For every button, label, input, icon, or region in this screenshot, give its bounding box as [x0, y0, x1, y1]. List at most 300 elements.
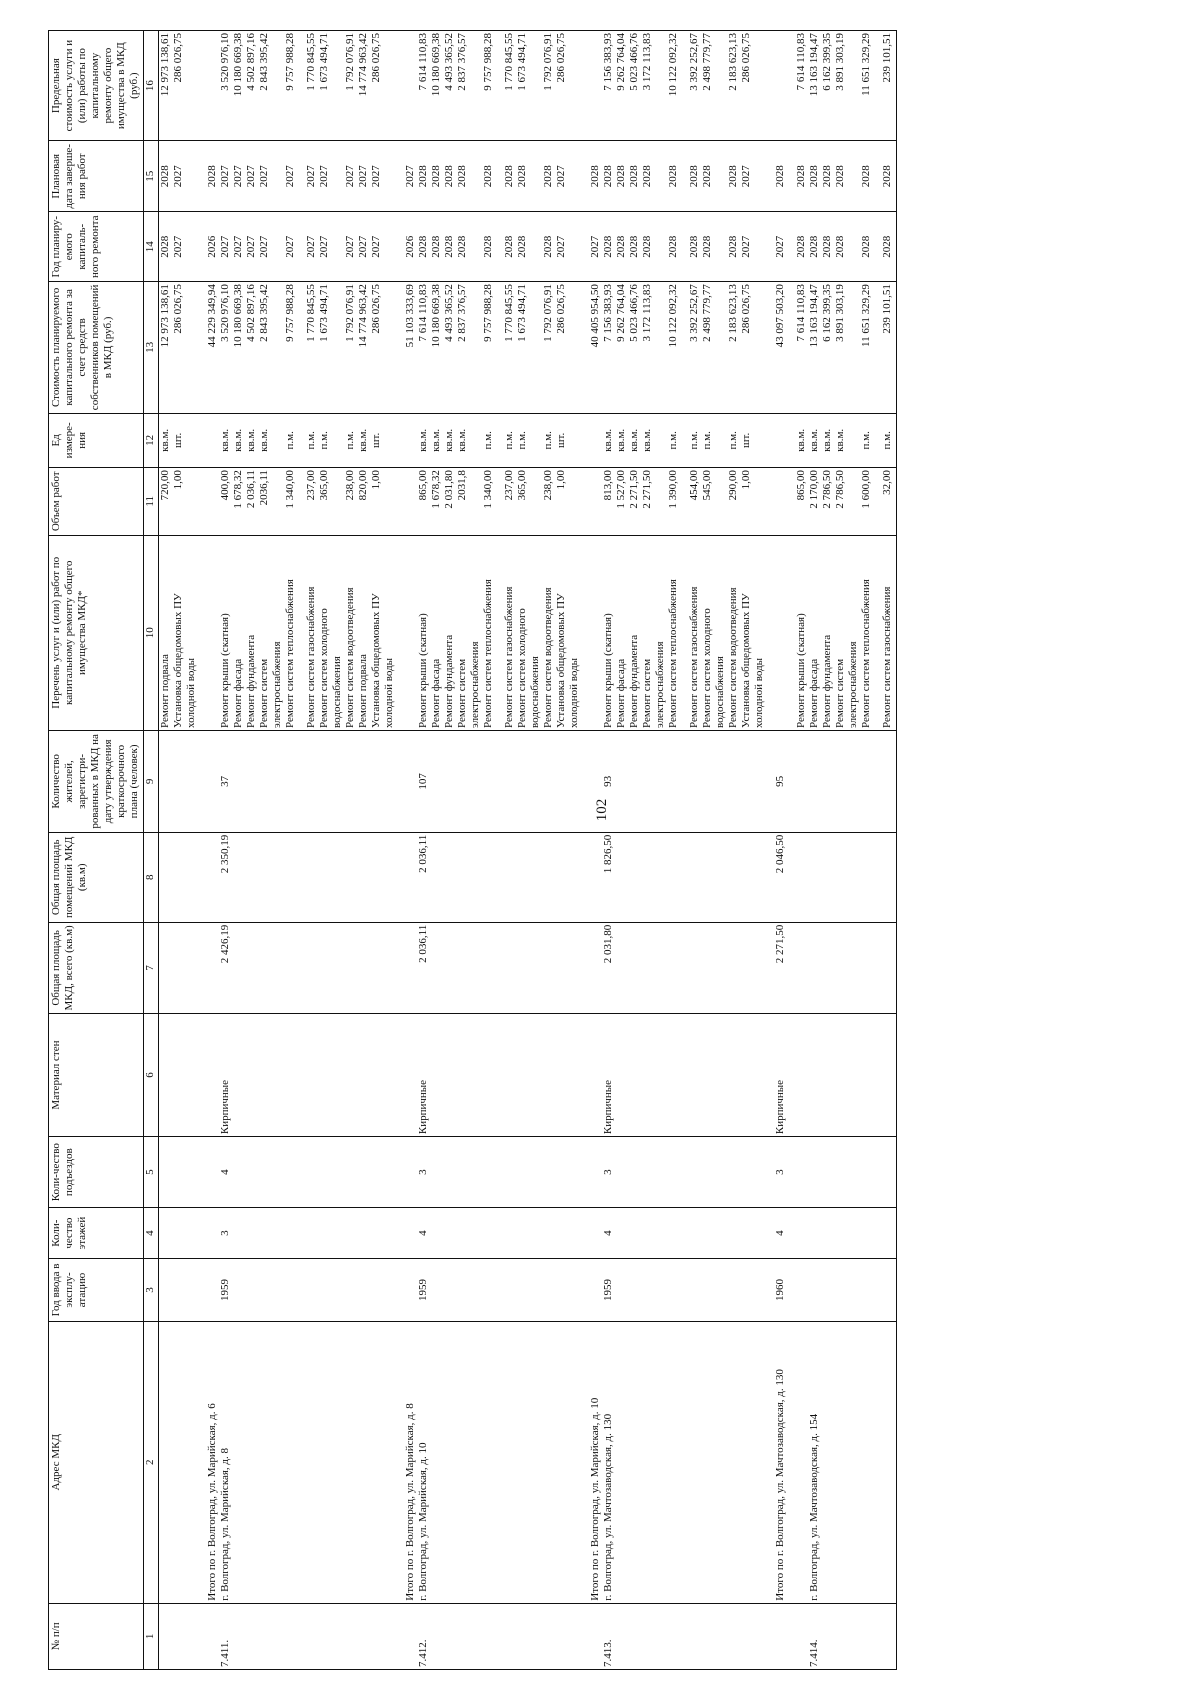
cell-c3 — [383, 1259, 396, 1322]
spacer-cell — [495, 468, 503, 536]
cell-c10: Ремонт крыши (скатная) — [795, 535, 808, 730]
cell-c1 — [516, 1603, 529, 1669]
table-row — [232, 31, 245, 1670]
cell-c1 — [667, 1603, 680, 1669]
spacer-cell — [297, 1321, 305, 1603]
cell-c7: 2 271,50 — [774, 922, 787, 1013]
cell-c1 — [404, 1603, 417, 1669]
cell-c6 — [529, 1013, 542, 1136]
cell-c8 — [542, 832, 555, 922]
cell-c12 — [847, 413, 860, 467]
spacer-cell — [680, 1603, 688, 1669]
cell-c7 — [529, 922, 542, 1013]
cell-c11: 2 031,80 — [443, 468, 456, 536]
col-number-15: 15 — [144, 141, 159, 212]
cell-c8 — [795, 832, 808, 922]
cell-c5: 3 — [602, 1137, 615, 1208]
cell-c7 — [305, 922, 318, 1013]
cell-c8: 1 826,50 — [602, 832, 615, 922]
cell-c7 — [555, 922, 568, 1013]
cell-c13: 40 405 954,50 — [589, 282, 602, 413]
cell-c6 — [430, 1013, 443, 1136]
spacer-cell — [495, 832, 503, 922]
border-cell — [894, 535, 897, 730]
cell-c9: 37 — [219, 730, 232, 832]
cell-c1 — [714, 1603, 727, 1669]
cell-c13: 3 891 303,19 — [834, 282, 847, 413]
spacer-cell — [297, 535, 305, 730]
cell-c5 — [688, 1137, 701, 1208]
cell-c16: 1 792 076,91 — [542, 31, 555, 141]
cell-c13: 1 792 076,91 — [344, 282, 357, 413]
spacer-cell — [680, 922, 688, 1013]
cell-c10: Ремонт систем холодного — [701, 535, 714, 730]
cell-c12: кв.м. — [821, 413, 834, 467]
cell-c7 — [727, 922, 740, 1013]
cell-c11: 865,00 — [795, 468, 808, 536]
cell-c16 — [589, 31, 602, 141]
table-row — [766, 31, 774, 1670]
cell-c1 — [258, 1603, 271, 1669]
spacer-cell — [581, 1137, 589, 1208]
cell-c14: 2027 — [245, 212, 258, 282]
cell-c3 — [654, 1259, 667, 1322]
col-header-4: Коли-чество этажей — [49, 1208, 144, 1259]
cell-c9 — [430, 730, 443, 832]
spacer-cell — [581, 1013, 589, 1136]
cell-c14: 2027 — [370, 212, 383, 282]
spacer-cell — [873, 1321, 881, 1603]
table-row — [185, 31, 198, 1670]
cell-c6 — [701, 1013, 714, 1136]
cell-c1 — [482, 1603, 495, 1669]
cell-c13: 5 023 466,76 — [628, 282, 641, 413]
cell-c8 — [258, 832, 271, 922]
cell-c9 — [271, 730, 284, 832]
cell-c7 — [568, 922, 581, 1013]
cell-c1 — [847, 1603, 860, 1669]
cell-c10 — [774, 535, 787, 730]
cell-c6 — [245, 1013, 258, 1136]
cell-c9 — [516, 730, 529, 832]
cell-c7 — [641, 922, 654, 1013]
cell-c14: 2027 — [219, 212, 232, 282]
table-row — [701, 31, 714, 1670]
cell-c8 — [404, 832, 417, 922]
spacer-cell — [198, 535, 206, 730]
cell-c13: 10 180 669,38 — [430, 282, 443, 413]
cell-c13: 1 770 845,55 — [503, 282, 516, 413]
cell-c15: 2028 — [482, 141, 495, 212]
cell-c7 — [404, 922, 417, 1013]
cell-c1 — [881, 1603, 894, 1669]
cell-c3 — [185, 1259, 198, 1322]
spacer-cell — [396, 1259, 404, 1322]
cell-c4 — [469, 1208, 482, 1259]
cell-c7 — [667, 922, 680, 1013]
cell-c12: п.м. — [516, 413, 529, 467]
cell-c13: 13 163 194,47 — [808, 282, 821, 413]
cell-c2: г. Волгоград, ул. Марийская, д. 8 — [219, 1321, 232, 1603]
cell-c9 — [847, 730, 860, 832]
cell-c5 — [555, 1137, 568, 1208]
col-number-3: 3 — [144, 1259, 159, 1322]
cell-c11: 1 678,32 — [430, 468, 443, 536]
cell-c14 — [469, 212, 482, 282]
cell-c12 — [753, 413, 766, 467]
spacer-cell — [396, 832, 404, 922]
spacer-cell — [787, 282, 795, 413]
cell-c14 — [271, 212, 284, 282]
cell-c4: 4 — [602, 1208, 615, 1259]
cell-c5 — [284, 1137, 297, 1208]
spacer-cell — [297, 141, 305, 212]
cell-c16: 3 172 113,83 — [641, 31, 654, 141]
cell-c8 — [232, 832, 245, 922]
cell-c15: 2028 — [430, 141, 443, 212]
cell-c13: 286 026,75 — [172, 282, 185, 413]
cell-c6: Кирпичные — [219, 1013, 232, 1136]
cell-c12 — [529, 413, 542, 467]
cell-c12: кв.м. — [615, 413, 628, 467]
cell-c5: 3 — [417, 1137, 430, 1208]
cell-c3 — [271, 1259, 284, 1322]
cell-c10: Ремонт фасада — [808, 535, 821, 730]
cell-c14: 2027 — [357, 212, 370, 282]
table-row — [873, 31, 881, 1670]
border-cell — [894, 282, 897, 413]
cell-c16 — [774, 31, 787, 141]
cell-c10: водоснабжения — [529, 535, 542, 730]
table-row — [219, 31, 232, 1670]
cell-c12: кв.м. — [795, 413, 808, 467]
spacer-cell — [873, 212, 881, 282]
cell-c9 — [284, 730, 297, 832]
cell-c5 — [808, 1137, 821, 1208]
cell-c15: 2027 — [219, 141, 232, 212]
cell-c16: 6 162 399,35 — [821, 31, 834, 141]
col-header-5: Коли-чество подъездов — [49, 1137, 144, 1208]
table-row — [383, 31, 396, 1670]
cell-c7 — [159, 922, 173, 1013]
cell-c3 — [344, 1259, 357, 1322]
cell-c1 — [443, 1603, 456, 1669]
cell-c6 — [542, 1013, 555, 1136]
table-row — [753, 31, 766, 1670]
cell-c3: 1959 — [417, 1259, 430, 1322]
spacer-cell — [495, 922, 503, 1013]
spacer-cell — [297, 730, 305, 832]
cell-c4 — [740, 1208, 753, 1259]
cell-c1 — [688, 1603, 701, 1669]
cell-c11 — [774, 468, 787, 536]
table-row — [688, 31, 701, 1670]
cell-c9 — [654, 730, 667, 832]
cell-c8 — [383, 832, 396, 922]
cell-c3 — [834, 1259, 847, 1322]
cell-c4 — [284, 1208, 297, 1259]
spacer-cell — [581, 282, 589, 413]
cell-c6 — [555, 1013, 568, 1136]
cell-c1 — [331, 1603, 344, 1669]
spacer-cell — [766, 922, 774, 1013]
cell-c3 — [430, 1259, 443, 1322]
table-row — [795, 31, 808, 1670]
cell-c14: 2027 — [740, 212, 753, 282]
cell-c7 — [589, 922, 602, 1013]
cell-c8 — [654, 832, 667, 922]
cell-c2 — [185, 1321, 198, 1603]
spacer-cell — [396, 1321, 404, 1603]
cell-c7 — [714, 922, 727, 1013]
cell-c2 — [714, 1321, 727, 1603]
spacer-cell — [198, 1321, 206, 1603]
cell-c11: 400,00 — [219, 468, 232, 536]
col-number-10: 10 — [144, 535, 159, 730]
cell-c9 — [615, 730, 628, 832]
cell-c2 — [344, 1321, 357, 1603]
cell-c1 — [753, 1603, 766, 1669]
cell-c7 — [881, 922, 894, 1013]
cell-c14: 2028 — [727, 212, 740, 282]
border-cell — [894, 1137, 897, 1208]
cell-c3 — [641, 1259, 654, 1322]
cell-c14: 2028 — [860, 212, 873, 282]
table-row — [430, 31, 443, 1670]
cell-c2 — [482, 1321, 495, 1603]
cell-c3 — [305, 1259, 318, 1322]
cell-c4 — [834, 1208, 847, 1259]
table-row — [284, 31, 297, 1670]
page-number: 102 — [594, 798, 610, 822]
cell-c6 — [206, 1013, 219, 1136]
cell-c6 — [503, 1013, 516, 1136]
col-header-11: Объем работ — [49, 468, 144, 536]
cell-c10: Установка общедомовых ПУ — [370, 535, 383, 730]
spacer-cell — [198, 212, 206, 282]
cell-c12 — [404, 413, 417, 467]
border-cell — [894, 31, 897, 141]
cell-c5 — [430, 1137, 443, 1208]
cell-c4 — [589, 1208, 602, 1259]
cell-c6 — [305, 1013, 318, 1136]
cell-c14: 2028 — [834, 212, 847, 282]
cell-c13: 7 614 110,83 — [417, 282, 430, 413]
border-cell — [894, 1321, 897, 1603]
cell-c7 — [271, 922, 284, 1013]
cell-c7 — [516, 922, 529, 1013]
spacer-cell — [787, 468, 795, 536]
cell-c3: 1959 — [602, 1259, 615, 1322]
cell-c10 — [589, 535, 602, 730]
cell-c5 — [701, 1137, 714, 1208]
spacer-cell — [198, 922, 206, 1013]
table-row — [404, 31, 417, 1670]
cell-c1 — [344, 1603, 357, 1669]
cell-c9 — [172, 730, 185, 832]
cell-c9 — [740, 730, 753, 832]
cell-c10: Ремонт систем — [834, 535, 847, 730]
cell-c10: Ремонт фундамента — [628, 535, 641, 730]
spacer-cell — [495, 1013, 503, 1136]
table-row — [555, 31, 568, 1670]
spacer-cell — [297, 832, 305, 922]
spacer-cell — [297, 31, 305, 141]
cell-c8 — [516, 832, 529, 922]
table-row — [589, 31, 602, 1670]
cell-c7 — [795, 922, 808, 1013]
cell-c2 — [503, 1321, 516, 1603]
cell-c16 — [404, 31, 417, 141]
cell-c16 — [469, 31, 482, 141]
cell-c11: 237,00 — [503, 468, 516, 536]
cell-c3 — [795, 1259, 808, 1322]
cell-c8 — [847, 832, 860, 922]
cell-c14: 2028 — [701, 212, 714, 282]
cell-c9 — [344, 730, 357, 832]
cell-c6 — [808, 1013, 821, 1136]
cell-c10: Ремонт фундамента — [443, 535, 456, 730]
cell-c6 — [370, 1013, 383, 1136]
cell-c12: п.м. — [482, 413, 495, 467]
border-cell — [894, 832, 897, 922]
cell-c9 — [370, 730, 383, 832]
cell-c11 — [753, 468, 766, 536]
cell-c10: Ремонт систем — [641, 535, 654, 730]
cell-c8 — [555, 832, 568, 922]
cell-c3 — [318, 1259, 331, 1322]
cell-c3 — [258, 1259, 271, 1322]
cell-c2 — [172, 1321, 185, 1603]
cell-c4 — [482, 1208, 495, 1259]
cell-c13: 10 122 092,32 — [667, 282, 680, 413]
cell-c16 — [206, 31, 219, 141]
cell-c6: Кирпичные — [417, 1013, 430, 1136]
cell-c8 — [568, 832, 581, 922]
cell-c12: п.м. — [688, 413, 701, 467]
spacer-cell — [873, 413, 881, 467]
spacer-cell — [680, 1208, 688, 1259]
cell-c4 — [430, 1208, 443, 1259]
cell-c4 — [271, 1208, 284, 1259]
cell-c10: Ремонт крыши (скатная) — [417, 535, 430, 730]
cell-c6 — [688, 1013, 701, 1136]
cell-c8 — [740, 832, 753, 922]
cell-c1 — [172, 1603, 185, 1669]
spacer-cell — [873, 1137, 881, 1208]
spacer-cell — [787, 922, 795, 1013]
cell-c2 — [383, 1321, 396, 1603]
cell-c2: Итого по г. Волгоград, ул. Марийская, д. 8 — [404, 1321, 417, 1603]
spacer-cell — [787, 730, 795, 832]
cell-c3 — [821, 1259, 834, 1322]
cell-c8 — [370, 832, 383, 922]
cell-c12 — [469, 413, 482, 467]
cell-c14 — [185, 212, 198, 282]
cell-c9 — [701, 730, 714, 832]
cell-c11 — [589, 468, 602, 536]
cell-c1 — [430, 1603, 443, 1669]
cell-c11 — [654, 468, 667, 536]
spacer-cell — [198, 1259, 206, 1322]
cell-c7 — [430, 922, 443, 1013]
cell-c15 — [331, 141, 344, 212]
cell-c14: 2027 — [344, 212, 357, 282]
cell-c1 — [628, 1603, 641, 1669]
cell-c11: 454,00 — [688, 468, 701, 536]
table-row — [881, 31, 894, 1670]
cell-c5 — [370, 1137, 383, 1208]
spacer-cell — [495, 1321, 503, 1603]
capital-repair-table — [48, 30, 897, 1670]
cell-c16 — [271, 31, 284, 141]
cell-c1: 7.413. — [602, 1603, 615, 1669]
cell-c15: 2028 — [159, 141, 173, 212]
table-row — [821, 31, 834, 1670]
cell-c16: 1 792 076,91 — [344, 31, 357, 141]
cell-c10: Ремонт систем холодного — [318, 535, 331, 730]
cell-c7 — [185, 922, 198, 1013]
cell-c16 — [654, 31, 667, 141]
cell-c6 — [232, 1013, 245, 1136]
cell-c13: 4 502 897,16 — [245, 282, 258, 413]
cell-c4 — [331, 1208, 344, 1259]
cell-c12: шт. — [172, 413, 185, 467]
cell-c7 — [615, 922, 628, 1013]
cell-c11: 2 170,00 — [808, 468, 821, 536]
cell-c4 — [821, 1208, 834, 1259]
cell-c9 — [542, 730, 555, 832]
cell-c1 — [795, 1603, 808, 1669]
spacer-cell — [396, 141, 404, 212]
border-cell — [894, 141, 897, 212]
cell-c3 — [516, 1259, 529, 1322]
cell-c6 — [860, 1013, 873, 1136]
cell-c12: п.м. — [881, 413, 894, 467]
cell-c4 — [641, 1208, 654, 1259]
cell-c1 — [589, 1603, 602, 1669]
cell-c14: 2028 — [667, 212, 680, 282]
cell-c14: 2027 — [318, 212, 331, 282]
cell-c16: 1 770 845,55 — [305, 31, 318, 141]
cell-c1 — [383, 1603, 396, 1669]
cell-c3 — [740, 1259, 753, 1322]
cell-c16: 2 498 779,77 — [701, 31, 714, 141]
cell-c12 — [271, 413, 284, 467]
cell-c10: водоснабжения — [714, 535, 727, 730]
spacer-cell — [766, 535, 774, 730]
cell-c16: 4 493 365,52 — [443, 31, 456, 141]
border-cell — [894, 1013, 897, 1136]
spacer-cell — [680, 832, 688, 922]
spacer-cell — [495, 730, 503, 832]
table-row — [417, 31, 430, 1670]
cell-c6 — [568, 1013, 581, 1136]
table-row — [172, 31, 185, 1670]
cell-c15: 2028 — [881, 141, 894, 212]
cell-c13: 4 493 365,52 — [443, 282, 456, 413]
cell-c10: Ремонт систем — [258, 535, 271, 730]
spacer-cell — [680, 212, 688, 282]
table-row — [198, 31, 206, 1670]
cell-c1 — [860, 1603, 873, 1669]
spacer-cell — [581, 1208, 589, 1259]
table-row — [727, 31, 740, 1670]
cell-c14: 2027 — [774, 212, 787, 282]
cell-c4 — [206, 1208, 219, 1259]
cell-c14: 2028 — [821, 212, 834, 282]
cell-c6 — [641, 1013, 654, 1136]
